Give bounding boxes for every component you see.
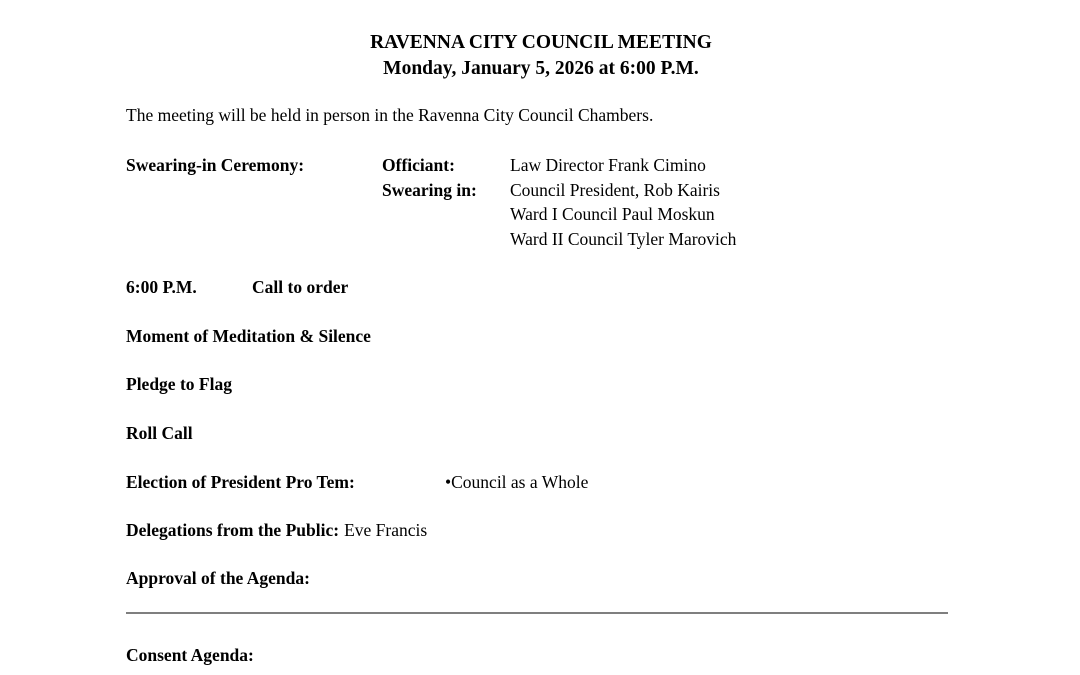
- swearing-in-ceremony-label: Swearing-in Ceremony:: [126, 155, 305, 175]
- election-value: •Council as a Whole: [445, 472, 589, 492]
- document-header: [126, 30, 956, 82]
- swearing-in-label: Swearing in:: [382, 179, 477, 200]
- section-divider: [126, 612, 948, 614]
- swearee-name: Ward I Council Paul Moskun: [510, 204, 715, 224]
- swearing-in-sublabels: [382, 153, 477, 202]
- agenda-item-roll-call: Roll Call: [126, 423, 193, 443]
- document-date-line: Monday, January 5, 2026 at 6:00 P.M.: [383, 58, 699, 79]
- delegations-label: Delegations from the Public:: [126, 520, 340, 540]
- agenda-item-delegations: [126, 518, 427, 542]
- swearee-name: Council President, Rob Kairis: [510, 179, 720, 200]
- call-to-order-time: 6:00 P.M.: [126, 277, 197, 297]
- agenda-item-election: [126, 470, 588, 494]
- delegations-speaker: Eve Francis: [344, 520, 428, 540]
- swearee-name: Ward II Council Tyler Marovich: [510, 228, 737, 249]
- officiant-name: Law Director Frank Cimino: [510, 155, 706, 175]
- document-title: RAVENNA CITY COUNCIL MEETING: [370, 32, 712, 53]
- swearing-in-names: [510, 153, 736, 251]
- agenda-item-consent: Consent Agenda:: [126, 645, 254, 665]
- agenda-item-approval: Approval of the Agenda:: [126, 568, 310, 588]
- call-to-order-item: [126, 275, 348, 299]
- election-label: Election of President Pro Tem:: [126, 472, 355, 492]
- call-to-order-label: Call to order: [252, 277, 349, 297]
- agenda-item-meditation: Moment of Meditation & Silence: [126, 326, 371, 346]
- meeting-location-paragraph: The meeting will be held in person in the Ravenna City Council Chambers.: [126, 105, 654, 125]
- agenda-item-pledge: Pledge to Flag: [126, 374, 232, 394]
- officiant-label: Officiant:: [382, 155, 455, 175]
